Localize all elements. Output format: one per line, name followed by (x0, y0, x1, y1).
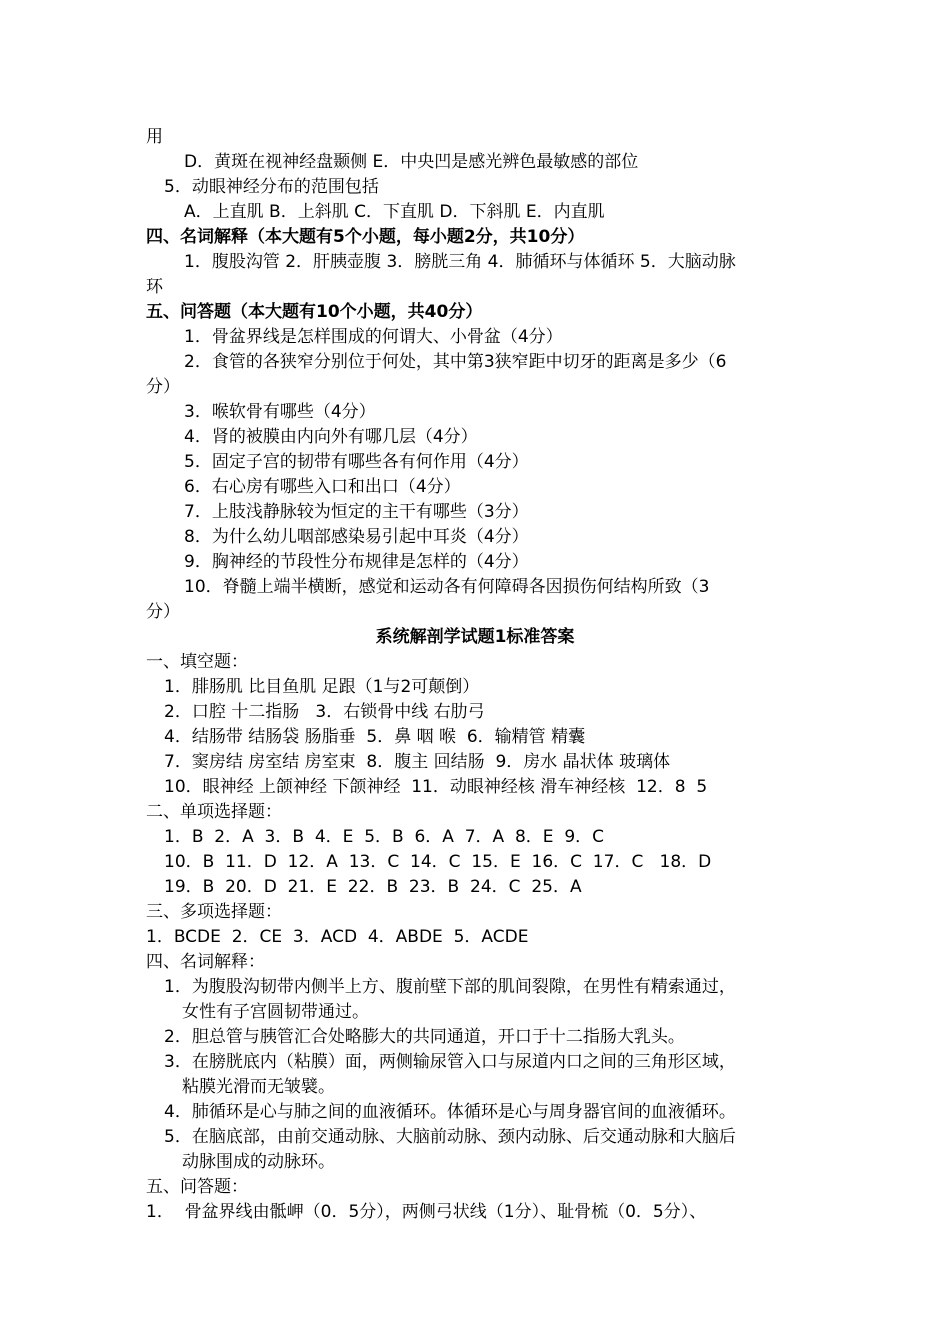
text-line: 分） (146, 377, 180, 397)
section-heading: 四、名词解释： (146, 952, 265, 972)
answer-line: 3．在膀胱底内（粘膜）面，两侧输尿管入口与尿道内口之间的三角形区域， (164, 1052, 736, 1072)
answer-line: 5．在脑底部，由前交通动脉、大脑前动脉、颈内动脉、后交通动脉和大脑后 (164, 1127, 736, 1147)
answer-line: 1．腓肠肌 比目鱼肌 足跟（1与2可颠倒） (164, 677, 480, 697)
question-line: 4．肾的被膜由内向外有哪几层（4分） (184, 427, 478, 447)
text-line: 环 (146, 277, 163, 297)
answer-line: 1．为腹股沟韧带内侧半上方、腹前壁下部的肌间裂隙，在男性有精索通过， (164, 977, 736, 997)
answer-line: 1．B 2．A 3．B 4．E 5．B 6．A 7．A 8．E 9．C (164, 827, 605, 847)
question-line: 5．动眼神经分布的范围包括 (164, 177, 379, 197)
question-line: 1．腹股沟管 2．肝胰壶腹 3．膀胱三角 4．肺循环与体循环 5．大脑动脉 (184, 252, 736, 272)
option-line: D．黄斑在视神经盘颞侧 E．中央凹是感光辨色最敏感的部位 (184, 152, 639, 172)
section-heading: 五、问答题（本大题有10个小题，共40分） (146, 302, 483, 322)
answer-line: 10．眼神经 上颌神经 下颌神经 11．动眼神经核 滑车神经核 12．8 5 (164, 777, 708, 797)
answer-line: 粘膜光滑而无皱襞。 (182, 1077, 335, 1097)
section-heading: 一、填空题： (146, 652, 248, 672)
answer-line: 动脉围成的动脉环。 (182, 1152, 335, 1172)
question-line: 2．食管的各狭窄分别位于何处，其中第3狭窄距中切牙的距离是多少（6 (184, 352, 727, 372)
question-line: 6．右心房有哪些入口和出口（4分） (184, 477, 461, 497)
question-line: 7．上肢浅静脉较为恒定的主干有哪些（3分） (184, 502, 529, 522)
answer-line: 10．B 11．D 12．A 13．C 14．C 15．E 16．C 17．C 18．D (164, 852, 712, 872)
section-heading: 二、单项选择题： (146, 802, 282, 822)
question-line: 8．为什么幼儿咽部感染易引起中耳炎（4分） (184, 527, 529, 547)
option-line: A．上直肌 B．上斜肌 C．下直肌 D．下斜肌 E．内直肌 (184, 202, 605, 222)
question-line: 1．骨盆界线是怎样围成的何谓大、小骨盆（4分） (184, 327, 563, 347)
text-line: 用 (146, 127, 163, 147)
answer-line: 1． 骨盆界线由骶岬（0．5分），两侧弓状线（1分）、耻骨梳（0．5分）、 (146, 1202, 707, 1222)
question-line: 5．固定子宫的韧带有哪些各有何作用（4分） (184, 452, 529, 472)
question-line: 10．脊髓上端半横断，感觉和运动各有何障碍各因损伤何结构所致（3 (184, 577, 710, 597)
text-line: 分） (146, 602, 180, 622)
section-heading: 四、名词解释（本大题有5个小题，每小题2分，共10分） (146, 227, 585, 247)
section-heading: 三、多项选择题： (146, 902, 282, 922)
answer-line: 19．B 20．D 21．E 22．B 23．B 24．C 25．A (164, 877, 582, 897)
section-heading: 五、问答题： (146, 1177, 248, 1197)
answer-title: 系统解剖学试题1标准答案 (375, 627, 575, 647)
question-line: 3．喉软骨有哪些（4分） (184, 402, 376, 422)
answer-line: 4．结肠带 结肠袋 肠脂垂 5．鼻 咽 喉 6．输精管 精囊 (164, 727, 586, 747)
question-line: 9．胸神经的节段性分布规律是怎样的（4分） (184, 552, 529, 572)
answer-line: 7．窦房结 房室结 房室束 8．腹主 回结肠 9．房水 晶状体 玻璃体 (164, 752, 671, 772)
answer-line: 女性有子宫圆韧带通过。 (182, 1002, 369, 1022)
answer-line: 2．胆总管与胰管汇合处略膨大的共同通道，开口于十二指肠大乳头。 (164, 1027, 685, 1047)
answer-line: 1．BCDE 2．CE 3．ACD 4．ABDE 5．ACDE (146, 927, 529, 947)
answer-line: 4．肺循环是心与肺之间的血液循环。体循环是心与周身器官间的血液循环。 (164, 1102, 736, 1122)
answer-line: 2．口腔 十二指肠 3．右锁骨中线 右肋弓 (164, 702, 485, 722)
